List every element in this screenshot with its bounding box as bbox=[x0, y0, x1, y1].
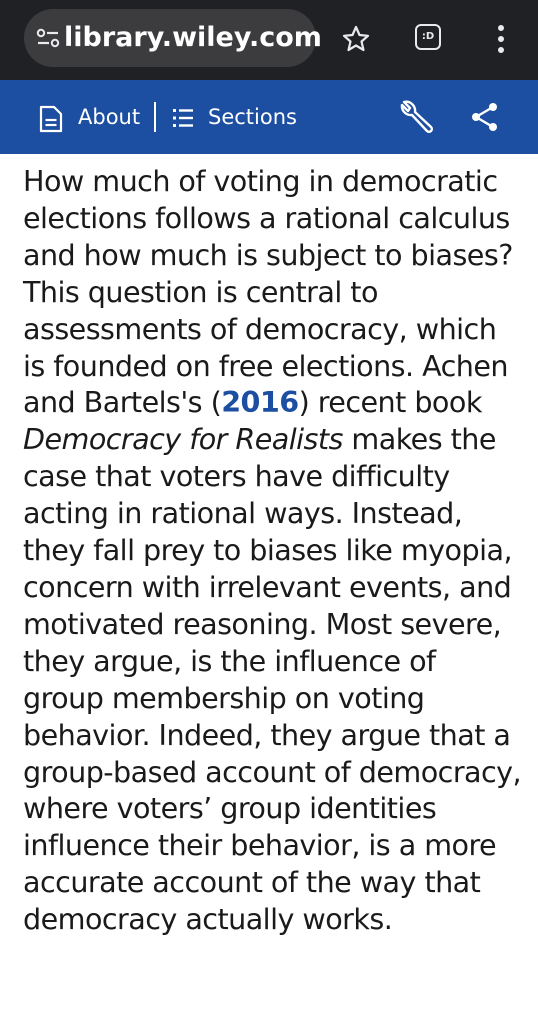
share-icon[interactable] bbox=[470, 101, 500, 133]
star-icon[interactable] bbox=[341, 24, 371, 54]
tab-switcher-button[interactable]: :D bbox=[415, 24, 441, 50]
tune-icon[interactable] bbox=[36, 27, 60, 49]
sections-label: Sections bbox=[208, 105, 297, 129]
about-label: About bbox=[78, 105, 141, 129]
book-title: Democracy for Realists bbox=[23, 422, 343, 457]
paragraph-text: How much of voting in democratic elections follows a rational calculus and how much is subject to biases? This question is central to assessments of democracy, which is founded on free elections. Achen and Bartels's ( bbox=[23, 164, 513, 420]
article-body bbox=[23, 163, 523, 938]
citation-link[interactable]: 2016 bbox=[221, 385, 299, 420]
wrench-icon[interactable] bbox=[398, 99, 434, 135]
paragraph-text: makes the case that voters have difficulty acting in rational ways. Instead, they fall prey to biases like myopia, concern with irrelevant events, and motivated reasoning. Most severe, they argue, is the influence of group membership on voting behavior. Indeed, they argue that a group-based account of democracy, where voters’ group identities influence their behavior, is a more accurate account of the way that democracy actually works. bbox=[23, 422, 522, 937]
address-bar[interactable] bbox=[24, 9, 322, 67]
kebab-menu-icon[interactable] bbox=[490, 22, 512, 56]
document-icon bbox=[38, 105, 64, 133]
article-paragraph bbox=[23, 163, 523, 938]
list-icon bbox=[172, 107, 194, 129]
paragraph-text: ) recent book bbox=[298, 385, 482, 420]
site-nav-bar bbox=[0, 80, 538, 154]
url-text[interactable]: library.wiley.com bbox=[64, 22, 322, 53]
nav-divider bbox=[154, 102, 156, 132]
browser-toolbar bbox=[0, 0, 538, 80]
